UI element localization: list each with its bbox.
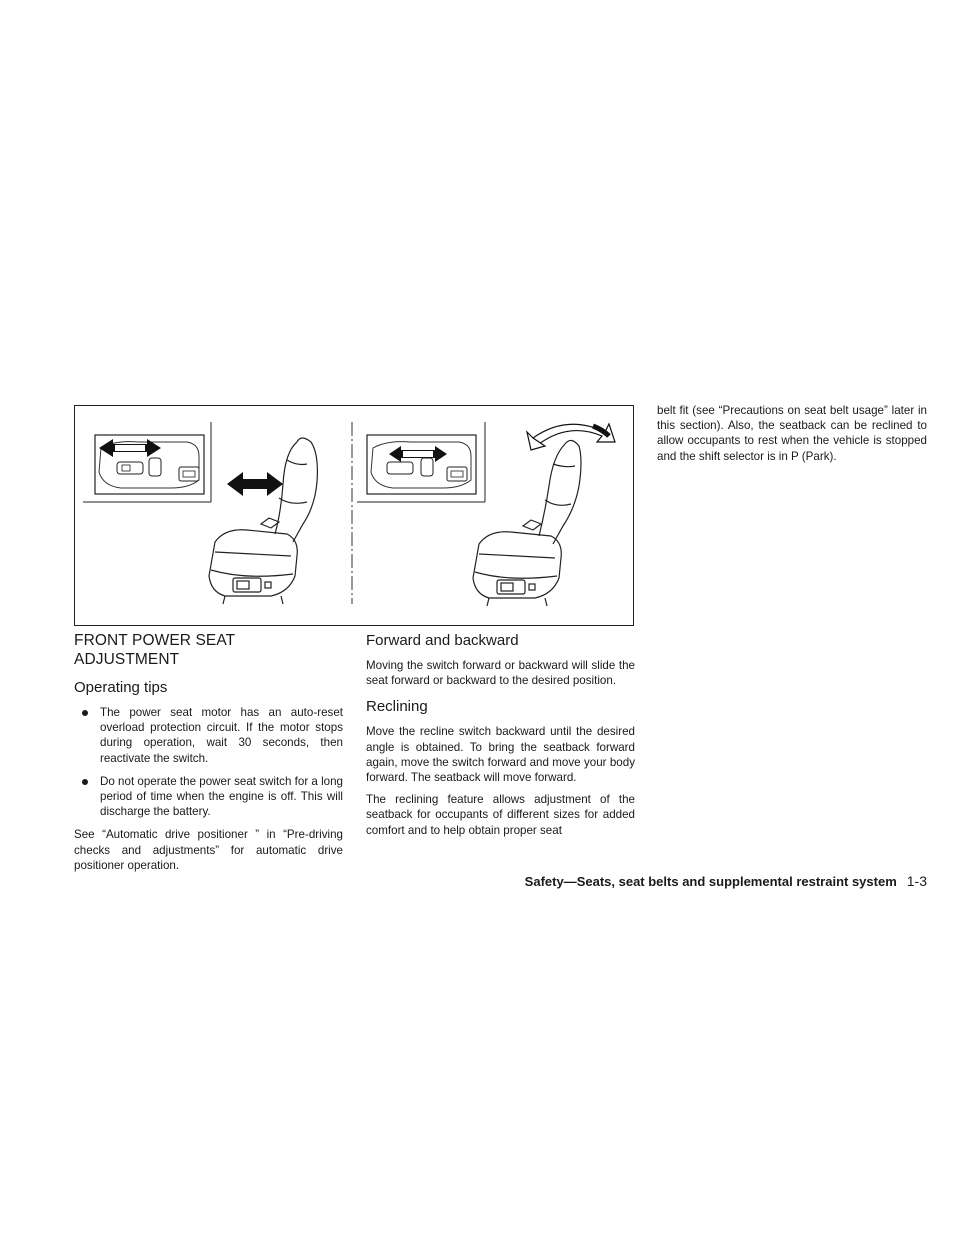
switch-panel-right [367,435,476,494]
operating-tips-list [74,705,343,819]
forward-backward-heading: Forward and backward [366,632,519,649]
reclining-paragraph-1: Move the recline switch backward until the desired angle is obtained. To bring the seatback forward again, move the switch forward and move your body forward. The seatback will move forward. [366,725,635,785]
chapter-title: Safety—Seats, seat belts and supplemental restraint system [524,874,897,889]
reclining-heading: Reclining [366,698,428,716]
switch-panel-left [95,435,204,494]
list-item: The power seat motor has an auto-reset overload protection circuit. If the motor stops during operation, wait 30 seconds, then reactivate the switch. [74,705,343,766]
seat-adjustment-illustration [75,406,635,627]
recline-arrow-icon [527,424,615,450]
bullet-icon [82,710,88,716]
list-item: Do not operate the power seat switch for a long period of time when the engine is off. This will discharge the battery. [74,774,343,820]
forward-backward-paragraph: Moving the switch forward or backward will slide the seat forward or backward to the desired position. [366,659,635,688]
page-footer [400,873,927,889]
reclining-paragraph-2-continued: belt fit (see “Precautions on seat belt usage” later in this section). Also, the seatback can be reclined to allow occupants to rest when the vehicle is stopped and the shift selector is in P (Park). [657,404,927,463]
section-heading: FRONT POWER SEAT ADJUSTMENT [74,632,235,668]
bullet-icon [82,779,88,785]
reclining-paragraph-2: The reclining feature allows adjustment of the seatback for occupants of different sizes for added comfort and to help obtain proper seat [366,793,635,837]
column-1 [74,632,343,880]
operating-tips-heading: Operating tips [74,679,168,696]
seat-icon-left [209,438,317,604]
see-also-paragraph: See “Automatic drive positioner ” in “Pre-driving checks and adjustments” for automatic drive positioner operation. [74,828,343,872]
seat-adjustment-figure [74,405,634,626]
double-arrow-icon [227,472,283,496]
column-2 [366,632,635,845]
page-number: 1-3 [906,873,927,889]
column-3 [657,403,927,471]
seat-icon-right [473,440,581,606]
